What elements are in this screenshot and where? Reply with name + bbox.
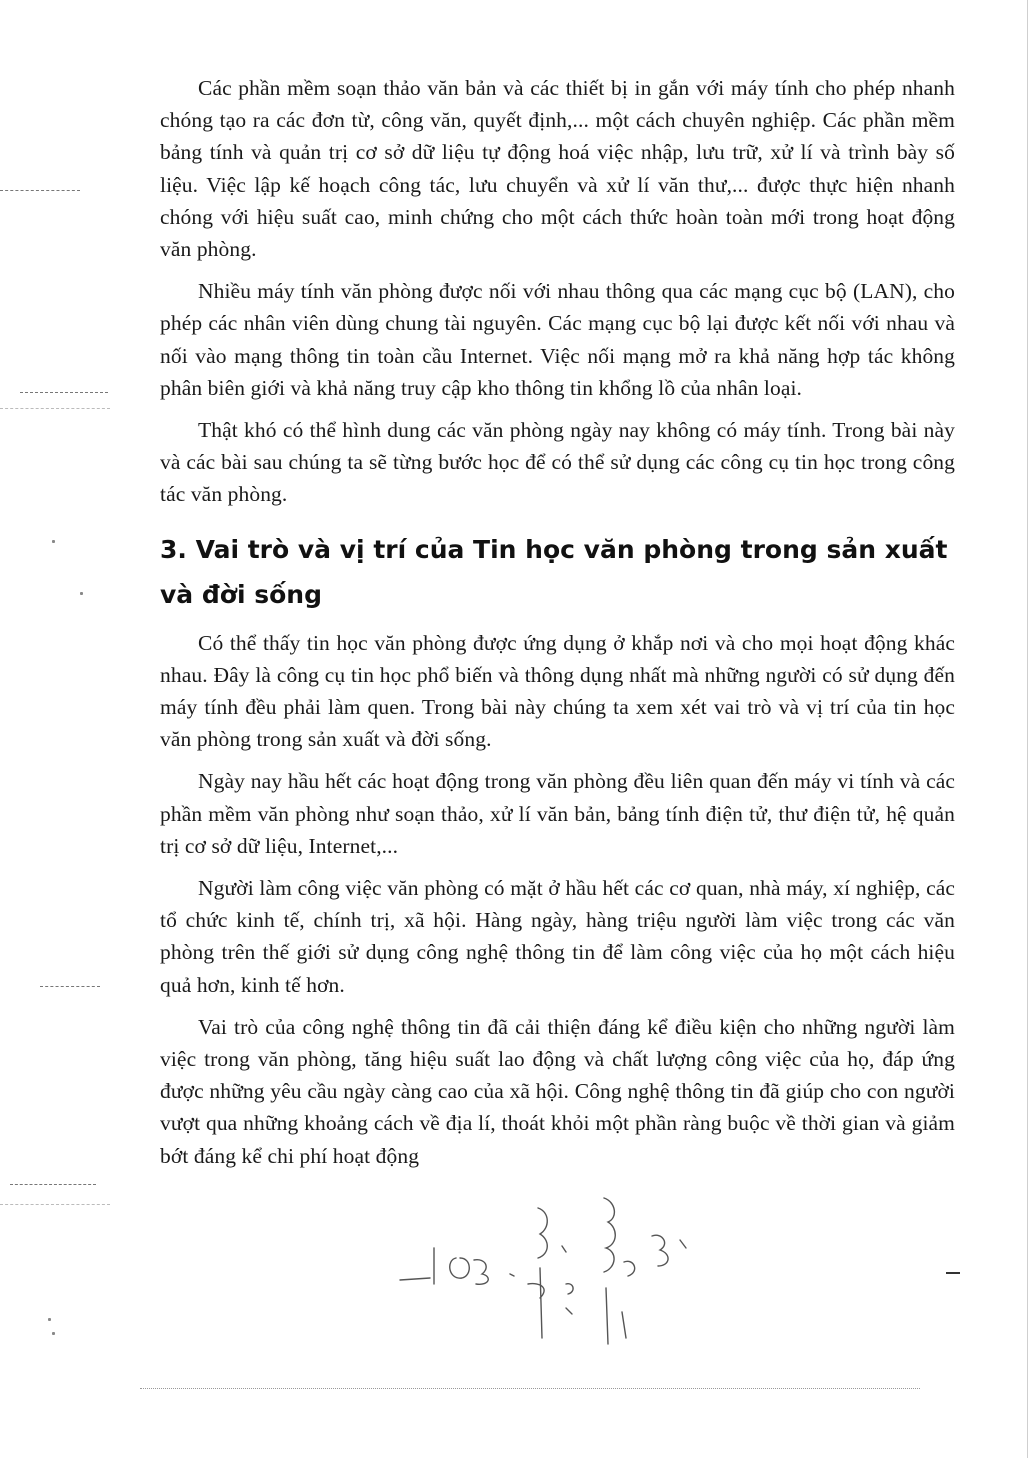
margin-mark: [40, 986, 100, 987]
bottom-rule: [140, 1388, 920, 1389]
margin-dot: [48, 1318, 51, 1321]
handwritten-scribble: [390, 1188, 710, 1358]
corner-mark: [946, 1272, 960, 1274]
margin-mark: [0, 190, 80, 191]
paragraph: Có thể thấy tin học văn phòng được ứng dụng ở khắp nơi và cho mọi hoạt động khác nhau. Đây là công cụ tin học phổ biến và thông dụng nhất mà những người có sử dụng đến máy tính đều phải làm quen. Trong bài này chúng ta xem xét vai trò và vị trí của tin học văn phòng trong sản xuất và đời sống.: [160, 630, 955, 752]
margin-mark: [0, 1204, 110, 1205]
margin-mark: [10, 1184, 96, 1185]
paragraph: Ngày nay hầu hết các hoạt động trong văn phòng đều liên quan đến máy vi tính và các phần mềm văn phòng như soạn thảo, xử lí văn bản, bảng tính điện tử, thư điện tử, hệ quản trị cơ sở dữ liệu, Internet,...: [160, 769, 955, 858]
margin-dot: [80, 592, 83, 595]
margin-mark: [20, 392, 108, 393]
paragraph: Thật khó có thể hình dung các văn phòng ngày nay không có máy tính. Trong bài này và các bài sau chúng ta sẽ từng bước học để có thể sử dụng các công cụ tin học trong công tác văn phòng.: [160, 418, 955, 507]
paragraph: Nhiều máy tính văn phòng được nối với nhau thông qua các mạng cục bộ (LAN), cho phép các nhân viên dùng chung tài nguyên. Các mạng cục bộ lại được kết nối với nhau và nối vào mạng thông tin toàn cầu Internet. Việc nối mạng mở ra khả năng hợp tác không phân biên giới và khả năng truy cập kho thông tin khổng lồ của nhân loại.: [160, 279, 955, 400]
margin-mark: [0, 408, 110, 409]
paragraph: Các phần mềm soạn thảo văn bản và các thiết bị in gắn với máy tính cho phép nhanh chóng tạo ra các đơn từ, công văn, quyết định,... một cách chuyên nghiệp. Các phần mềm bảng tính và quản trị cơ sở dữ liệu tự động hoá việc nhập, lưu trữ, xử lí và trình bày số liệu. Việc lập kế hoạch công tác, lưu chuyển và xử lí văn thư,... được thực hiện nhanh chóng với hiệu suất cao, minh chứng cho một cách thức hoàn toàn mới trong hoạt động văn phòng.: [160, 76, 955, 262]
paragraph: Người làm công việc văn phòng có mặt ở hầu hết các cơ quan, nhà máy, xí nghiệp, các tổ chức kinh tế, chính trị, xã hội. Hàng ngày, hàng triệu người làm việc trong các văn phòng trên thế giới sử dụng công nghệ thông tin để làm công việc của họ một cách hiệu quả hơn, kinh tế hơn.: [160, 876, 955, 997]
paragraph: Vai trò của công nghệ thông tin đã cải thiện đáng kể điều kiện cho những người làm việc trong văn phòng, tăng hiệu suất lao động và chất lượng công việc của họ, đáp ứng được những yêu cầu ngày càng cao của xã hội. Công nghệ thông tin đã giúp cho con người vượt qua những khoảng cách về địa lí, thoát khỏi một phần ràng buộc về thời gian và giảm bớt đáng kể chi phí hoạt động: [160, 1014, 955, 1168]
section-heading: 3. Vai trò và vị trí của Tin học văn phòng trong sản xuất và đời sống: [160, 534, 948, 609]
document-body: [160, 72, 955, 1182]
margin-dot: [52, 540, 55, 543]
page-edge: [1027, 0, 1028, 1458]
margin-dot: [52, 1332, 55, 1335]
